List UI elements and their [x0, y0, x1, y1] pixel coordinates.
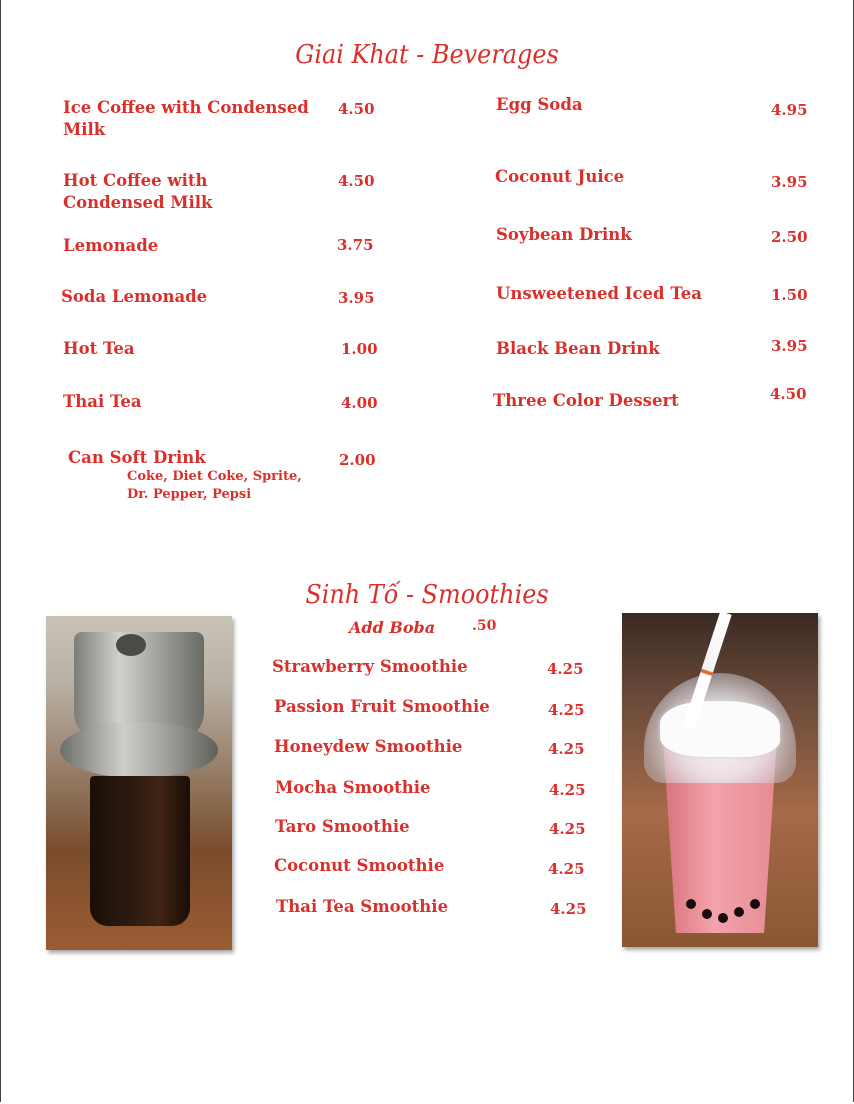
smoothie-name: Thai Tea Smoothie — [276, 897, 449, 916]
boba-pearl — [734, 907, 744, 917]
smoothie-price: 4.25 — [549, 820, 586, 838]
coffee-glass — [90, 776, 190, 926]
menu-item-name: Lemonade — [63, 236, 159, 255]
boba-pearl — [686, 899, 696, 909]
menu-item-name: Thai Tea — [63, 392, 142, 411]
add-boba-price: .50 — [472, 618, 497, 634]
menu-item-price: 4.95 — [771, 101, 808, 119]
whipped-cream — [660, 701, 780, 757]
smoothie-price: 4.25 — [550, 900, 587, 918]
menu-item-name: Hot Coffee with Condensed Milk — [63, 171, 213, 212]
menu-item-name: Can Soft Drink — [68, 448, 206, 467]
menu-item-name: Coconut Juice — [495, 167, 625, 186]
coffee-filter-rim — [60, 722, 218, 778]
menu-item-note: Coke, Diet Coke, Sprite, — [127, 469, 302, 484]
menu-item-price: 1.00 — [341, 340, 378, 358]
menu-item-name: Three Color Dessert — [493, 391, 679, 410]
menu-item-name: Hot Tea — [63, 339, 135, 358]
menu-item-price: 2.00 — [339, 451, 376, 469]
smoothie-name: Honeydew Smoothie — [274, 737, 463, 756]
smoothie-price: 4.25 — [548, 740, 585, 758]
menu-item-price: 3.95 — [338, 289, 375, 307]
smoothie-price: 4.25 — [548, 860, 585, 878]
smoothie-name: Passion Fruit Smoothie — [274, 697, 490, 716]
menu-item-price: 3.95 — [771, 337, 808, 355]
menu-item-price: 3.95 — [771, 173, 808, 191]
smoothie-price: 4.25 — [547, 660, 584, 678]
beverages-title: Giai Khat - Beverages — [295, 40, 559, 70]
vietnamese-drip-coffee-photo — [46, 616, 232, 950]
menu-item-name: Ice Coffee with Condensed Milk — [63, 98, 309, 139]
strawberry-smoothie-photo — [622, 613, 818, 947]
boba-pearl — [750, 899, 760, 909]
smoothies-title: Sinh Tố - Smoothies — [305, 580, 549, 610]
menu-item-price: 4.00 — [341, 394, 378, 412]
menu-item-price: 2.50 — [771, 228, 808, 246]
menu-item-price: 4.50 — [338, 172, 375, 190]
boba-pearl — [718, 913, 728, 923]
add-boba-label: Add Boba — [349, 618, 436, 637]
smoothie-name: Coconut Smoothie — [274, 856, 445, 875]
menu-item-name: Egg Soda — [496, 95, 583, 114]
menu-item-note: Dr. Pepper, Pepsi — [127, 487, 252, 502]
menu-item-name: Black Bean Drink — [496, 339, 660, 358]
menu-item-price: 1.50 — [771, 286, 808, 304]
menu-item-name: Soda Lemonade — [61, 287, 208, 306]
smoothie-name: Mocha Smoothie — [275, 778, 431, 797]
menu-item-price: 3.75 — [337, 236, 374, 254]
smoothie-name: Taro Smoothie — [275, 817, 410, 836]
coffee-filter-lid — [116, 634, 146, 656]
boba-pearl — [702, 909, 712, 919]
menu-item-name: Unsweetened Iced Tea — [496, 284, 702, 303]
menu-item-price: 4.50 — [338, 100, 375, 118]
menu-item-price: 4.50 — [770, 385, 807, 403]
smoothie-price: 4.25 — [549, 781, 586, 799]
menu-item-name: Soybean Drink — [496, 225, 632, 244]
smoothie-name: Strawberry Smoothie — [272, 657, 468, 676]
smoothie-price: 4.25 — [548, 701, 585, 719]
